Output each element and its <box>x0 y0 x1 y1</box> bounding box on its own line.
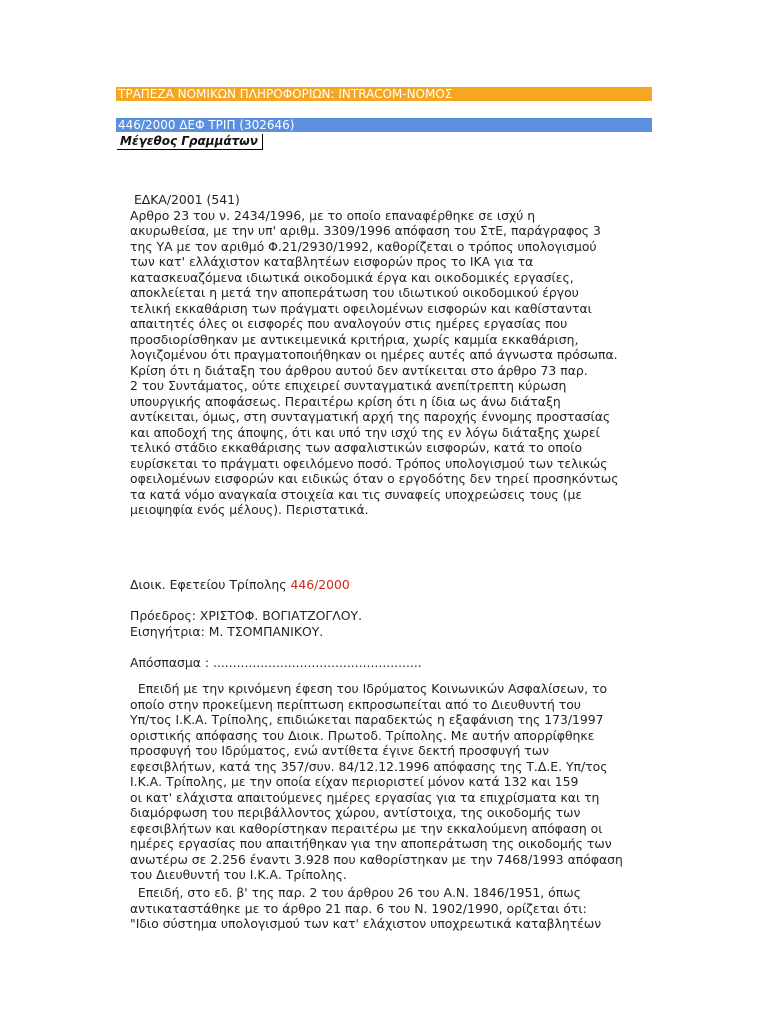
paragraph-1-line: οριστικής απόφασης του Διοικ. Πρωτοδ. Τρίπολης. Με αυτήν απορρίφθηκε <box>130 727 595 743</box>
summary-line: 2 του Συντάματος, ούτε επιχειρεί συνταγματικά ανεπίτρεπτη κύρωση <box>130 378 567 393</box>
summary-line: και αποδοχή της άποψης, ότι και υπό την ισχύ της εν λόγω διάταξης χωρεί <box>130 424 600 440</box>
summary-line: κατασκευαζόμενα ιδιωτικά οικοδομικά έργα και οικοδομικές εργασίες, <box>130 269 574 285</box>
paragraph-1-line: εφεσιβλήτων, κατά της 357/συν. 84/12.12.1996 απόφασης της Τ.Δ.Ε. Υπ/τος <box>130 758 608 774</box>
summary-line: μειοψηφία ενός μέλους). Περιστατικά. <box>130 502 369 517</box>
paragraph-1-line: εφεσιβλήτων και καθορίστηκαν περαιτέρω με την εκκαλούμενη απόφαση οι <box>130 820 603 836</box>
summary-line: της ΥΑ με τον αριθμό Φ.21/2930/1992, καθορίζεται ο τρόπος υπολογισμού <box>130 238 597 254</box>
extract-line: Απόσπασμα : ..................................................... <box>130 655 422 670</box>
paragraph-2 <box>130 885 660 932</box>
summary-line: οφειλομένων εισφορών και ειδικώς όταν ο εργοδότης δεν τηρεί προσηκόντως <box>130 471 619 486</box>
summary-line: των κατ' ελλάχιστον καταβλητέων εισφορών προς το ΙΚΑ για τα <box>130 254 534 269</box>
paragraph-2-line: αντικαταστάθηκε με το άρθρο 21 παρ. 6 του Ν. 1902/1990, ορίζεται ότι: <box>130 900 587 916</box>
summary-line: τελικό στάδιο εκκαθάρισης των ασφαλιστικών εισφορών, κατά το οποίο <box>130 440 583 455</box>
paragraph-1-line: ανωτέρω σε 2.256 έναντι 3.928 που καθορίστηκαν με την 7468/1993 απόφαση <box>130 851 623 867</box>
summary-line: Κρίση ότι η διάταξη του άρθρου αυτού δεν αντίκειται στο άρθρο 73 παρ. <box>130 362 588 378</box>
paragraph-1-line: Υπ/τος Ι.Κ.Α. Τρίπολης, επιδιώκεται παραδεκτώς η εξαφάνιση της 173/1997 <box>130 712 604 727</box>
summary-line: αποκλείεται η μετά την αποπεράτωση του ιδιωτικού οικοδομικού έργου <box>130 285 579 300</box>
decision-id-bar[interactable] <box>116 118 652 132</box>
court-line <box>130 577 660 593</box>
legal-bank-title-bar <box>116 87 652 101</box>
summary-line: αντίκειται, όμως, στη συνταγματική αρχή της παροχής έννομης προστασίας <box>130 409 611 424</box>
rapporteur-line: Εισηγήτρια: Μ. ΤΣΟΜΠΑΝΙΚΟΥ. <box>130 624 324 639</box>
summary-line: ακυρωθείσα, με την υπ' αριθμ. 3309/1996 απόφαση του ΣτΕ, παράγραφος 3 <box>130 223 601 238</box>
summary-block <box>130 192 660 518</box>
paragraph-1-line: διαμόρφωση του περιβάλλοντος χώρου, αντίστοιχα, της οικοδομής των <box>130 805 581 820</box>
summary-line: τα κατά νόμο αναγκαία στοιχεία και τις συναφείς υποχρεώσεις τους (με <box>130 486 583 502</box>
court-label: Διοικ. Εφετείου Τρίπολης <box>130 577 291 592</box>
paragraph-2-line: "Ιδιο σύστημα υπολογισμού των κατ' ελάχιστον υποχρεωτικά καταβλητέων <box>130 916 602 931</box>
summary-line: ευρίσκεται το πράγματι οφειλόμενο ποσό. Τρόπος υπολογισμού των τελικώς <box>130 455 608 471</box>
summary-line: προσδιορίσθηκαν με αντικειμενικά κριτήρια, χωρίς καμμία εκκαθάριση, <box>130 331 579 347</box>
summary-line: απαιτητές όλες οι εισφορές που αναλογούν στις ημέρες εργασίας που <box>130 316 568 331</box>
summary-line: Αρθρο 23 του ν. 2434/1996, με το οποίο επαναφέρθηκε σε ισχύ η <box>130 207 536 223</box>
summary-line: ΕΔΚΑ/2001 (541) <box>130 192 240 207</box>
paragraph-1-line: οποίο στην προκείμενη περίπτωση εκπροσωπείται από το Διευθυντή του <box>130 696 581 712</box>
president-line: Πρόεδρος: ΧΡΙΣΤΟΦ. ΒΟΓΙΑΤΖΟΓΛΟΥ. <box>130 608 363 623</box>
summary-line: τελική εκκαθάριση των πράγματι οφειλομένων εισφορών και καθίστανται <box>130 300 592 316</box>
summary-line: υπουργικής αποφάσεως. Περαιτέρω κρίση ότι η ίδια ως άνω διάταξη <box>130 393 561 409</box>
paragraph-1-line: Επειδή με την κρινόμενη έφεση του Ιδρύματος Κοινωνικών Ασφαλίσεων, το <box>130 681 608 696</box>
paragraph-1-line: του Διευθυντή του Ι.Κ.Α. Τρίπολης. <box>130 867 347 882</box>
font-size-link[interactable]: Μέγεθος Γραμμάτων <box>117 134 263 150</box>
decision-id[interactable]: 446/2000 ΔΕΦ ΤΡΙΠ (302646) <box>118 118 295 132</box>
legal-bank-title: ΤΡΑΠΕΖΑ ΝΟΜΙΚΩΝ ΠΛΗΡΟΦΟΡΙΩΝ: INTRACOM-ΝΟΜΟΣ <box>118 87 453 101</box>
paragraph-1-line: προσφυγή του Ιδρύματος, ενώ αντίθετα έγινε δεκτή προσφυγή των <box>130 743 550 758</box>
paragraph-1-line: οι κατ' ελάχιστα απαιτούμενες ημέρες εργασίας για τα επιχρίσματα και τη <box>130 789 600 805</box>
paragraph-1-line: ημέρες εργασίας που απαιτήθηκαν για την αποπεράτωση της οικοδομής των <box>130 836 612 851</box>
paragraph-1 <box>130 681 660 883</box>
paragraph-1-line: Ι.Κ.Α. Τρίπολης, με την οποία είχαν περιοριστεί μόνον κατά 132 και 159 <box>130 774 579 789</box>
summary-line: λογιζομένου ότι πραγματοποιήθηκαν οι ημέρες αυτές από άγνωστα πρόσωπα. <box>130 347 618 362</box>
decision-ref-link[interactable]: 446/2000 <box>290 577 350 592</box>
paragraph-2-line: Επειδή, στο εδ. β' της παρ. 2 του άρθρου 26 του Α.Ν. 1846/1951, όπως <box>130 885 581 900</box>
